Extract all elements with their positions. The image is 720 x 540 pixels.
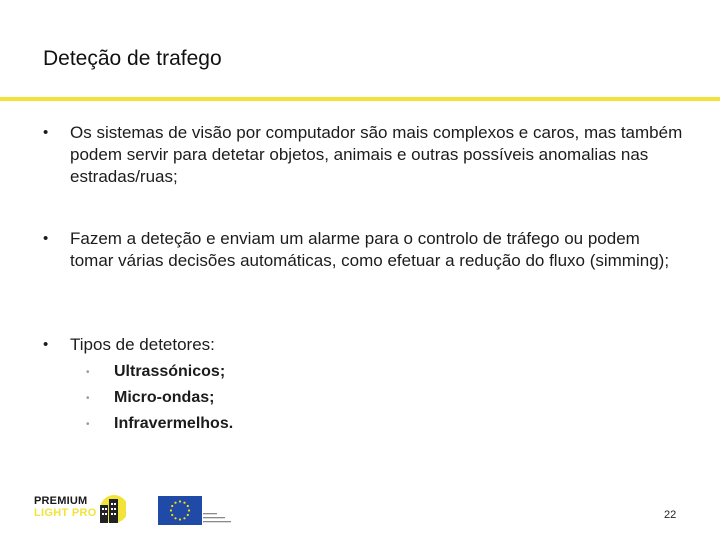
bullet-item xyxy=(43,228,683,272)
sub-bullet-text: Ultrassónicos; xyxy=(114,363,226,380)
eu-funding-caption-graphic xyxy=(203,512,233,524)
sub-bullet-item xyxy=(86,362,225,383)
bullet-marker: • xyxy=(43,124,49,141)
sub-bullet-marker: • xyxy=(86,419,90,430)
eu-flag-icon xyxy=(158,496,202,525)
page-number: 22 xyxy=(664,509,677,521)
sub-bullet-text: Infravermelhos. xyxy=(114,415,234,432)
sub-bullet-item xyxy=(86,388,214,409)
sub-bullet-marker: • xyxy=(86,393,90,404)
logo-word-light-pro: LIGHT PRO xyxy=(34,507,97,519)
sub-bullet-marker: • xyxy=(86,367,90,378)
bullet-text: Tipos de detetores: xyxy=(70,335,215,354)
sub-bullet-text: Micro-ondas; xyxy=(114,389,215,406)
bullet-marker: • xyxy=(43,230,49,247)
bullet-item xyxy=(43,122,683,188)
premium-light-pro-logo xyxy=(34,493,126,525)
bullet-text: Os sistemas de visão por computador são mais complexos e caros, mas também podem servir para detetar objetos, animais e outras possíveis anomalias nas estradas/ruas; xyxy=(70,123,683,186)
bullet-item xyxy=(43,334,683,356)
bullet-marker: • xyxy=(43,336,49,353)
bullet-text: Fazem a deteção e enviam um alarme para o controlo de tráfego ou podem tomar várias decisões automáticas, como efetuar a redução do fluxo (simming); xyxy=(70,229,670,270)
slide-title: Deteção de trafego xyxy=(43,47,222,70)
logo-word-premium: PREMIUM xyxy=(34,495,88,507)
title-divider xyxy=(0,97,720,101)
sub-bullet-item xyxy=(86,414,233,435)
building-icon xyxy=(92,493,126,525)
